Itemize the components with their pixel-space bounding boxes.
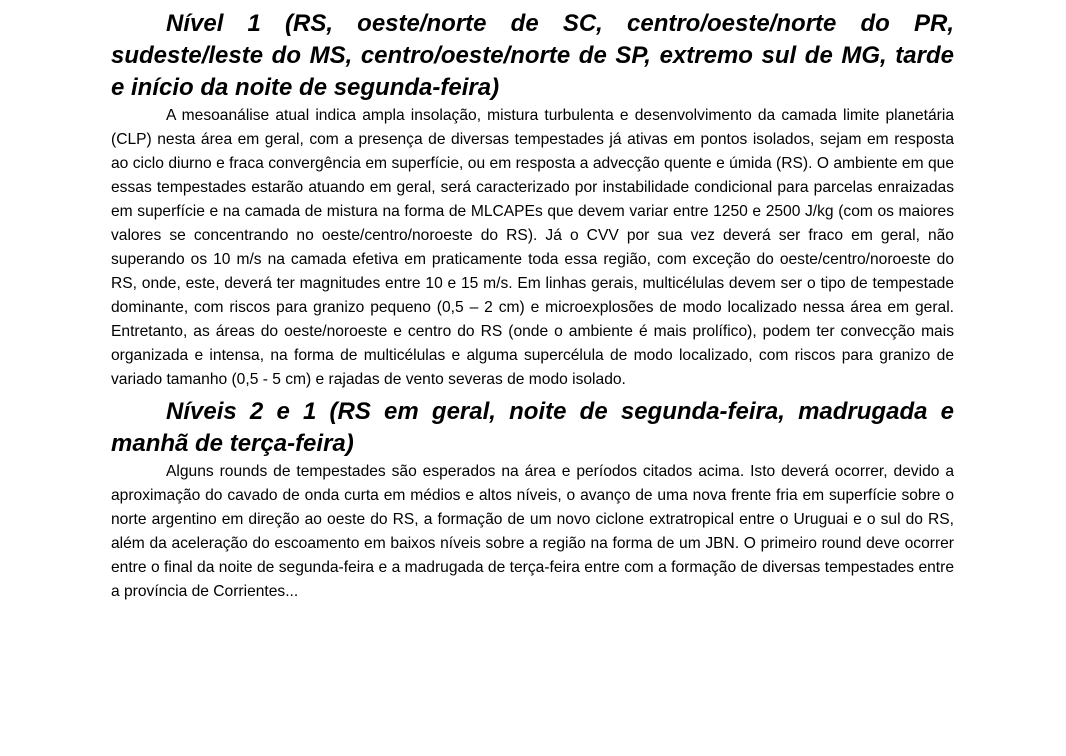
section-nivel-1 [111,8,954,392]
section-paragraph: Alguns rounds de tempestades são esperados na área e períodos citados acima. Isto deverá ocorrer, devido a aproximação do cavado de onda curta em médios e altos níveis, o avanço de uma nova frente fria em superfície sobre o norte argentino em direção ao oeste do RS, a formação de um novo ciclone extratropical entre o Uruguai e o sul do RS, além da aceleração do escoamento em baixos níveis sobre a região na forma de um JBN. O primeiro round deve ocorrer entre o final da noite de segunda-feira e a madrugada de terça-feira entre com a formação de diversas tempestades entre a província de Corrientes... [111,463,954,600]
document-page [111,8,954,608]
section-heading: Nível 1 (RS, oeste/norte de SC, centro/oeste/norte do PR, sudeste/leste do MS, centro/oeste/norte de SP, extremo sul de MG, tarde e início da noite de segunda-feira) [111,10,954,101]
section-paragraph: A mesoanálise atual indica ampla insolação, mistura turbulenta e desenvolvimento da camada limite planetária (CLP) nesta área em geral, com a presença de diversas tempestades já ativas em pontos isolados, sejam em resposta ao ciclo diurno e fraca convergência em superfície, ou em resposta a advecção quente e úmida (RS). O ambiente em que essas tempestades estarão atuando em geral, será caracterizado por instabilidade condicional para parcelas enraizadas em superfície e na camada de mistura na forma de MLCAPEs que devem variar entre 1250 e 2500 J/kg (com os maiores valores se concentrando no oeste/centro/noroeste do RS). Já o CVV por sua vez deverá ser fraco em geral, não superando os 10 m/s na camada efetiva em praticamente toda essa região, com exceção do oeste/centro/noroeste do RS, onde, este, deverá ter magnitudes entre 10 e 15 m/s. Em linhas gerais, multicélulas devem ser o tipo de tempestade dominante, com riscos para granizo pequeno (0,5 – 2 cm) e microexplosões de modo localizado nessa área em geral. Entretanto, as áreas do oeste/noroeste e centro do RS (onde o ambiente é mais prolífico), podem ter convecção mais organizada e intensa, na forma de multicélulas e alguma supercélula de modo localizado, com riscos para granizo de variado tamanho (0,5 - 5 cm) e rajadas de vento severas de modo isolado. [111,107,954,388]
section-heading: Níveis 2 e 1 (RS em geral, noite de segunda-feira, madrugada e manhã de terça-feira) [111,398,954,457]
section-niveis-2-e-1 [111,396,954,604]
